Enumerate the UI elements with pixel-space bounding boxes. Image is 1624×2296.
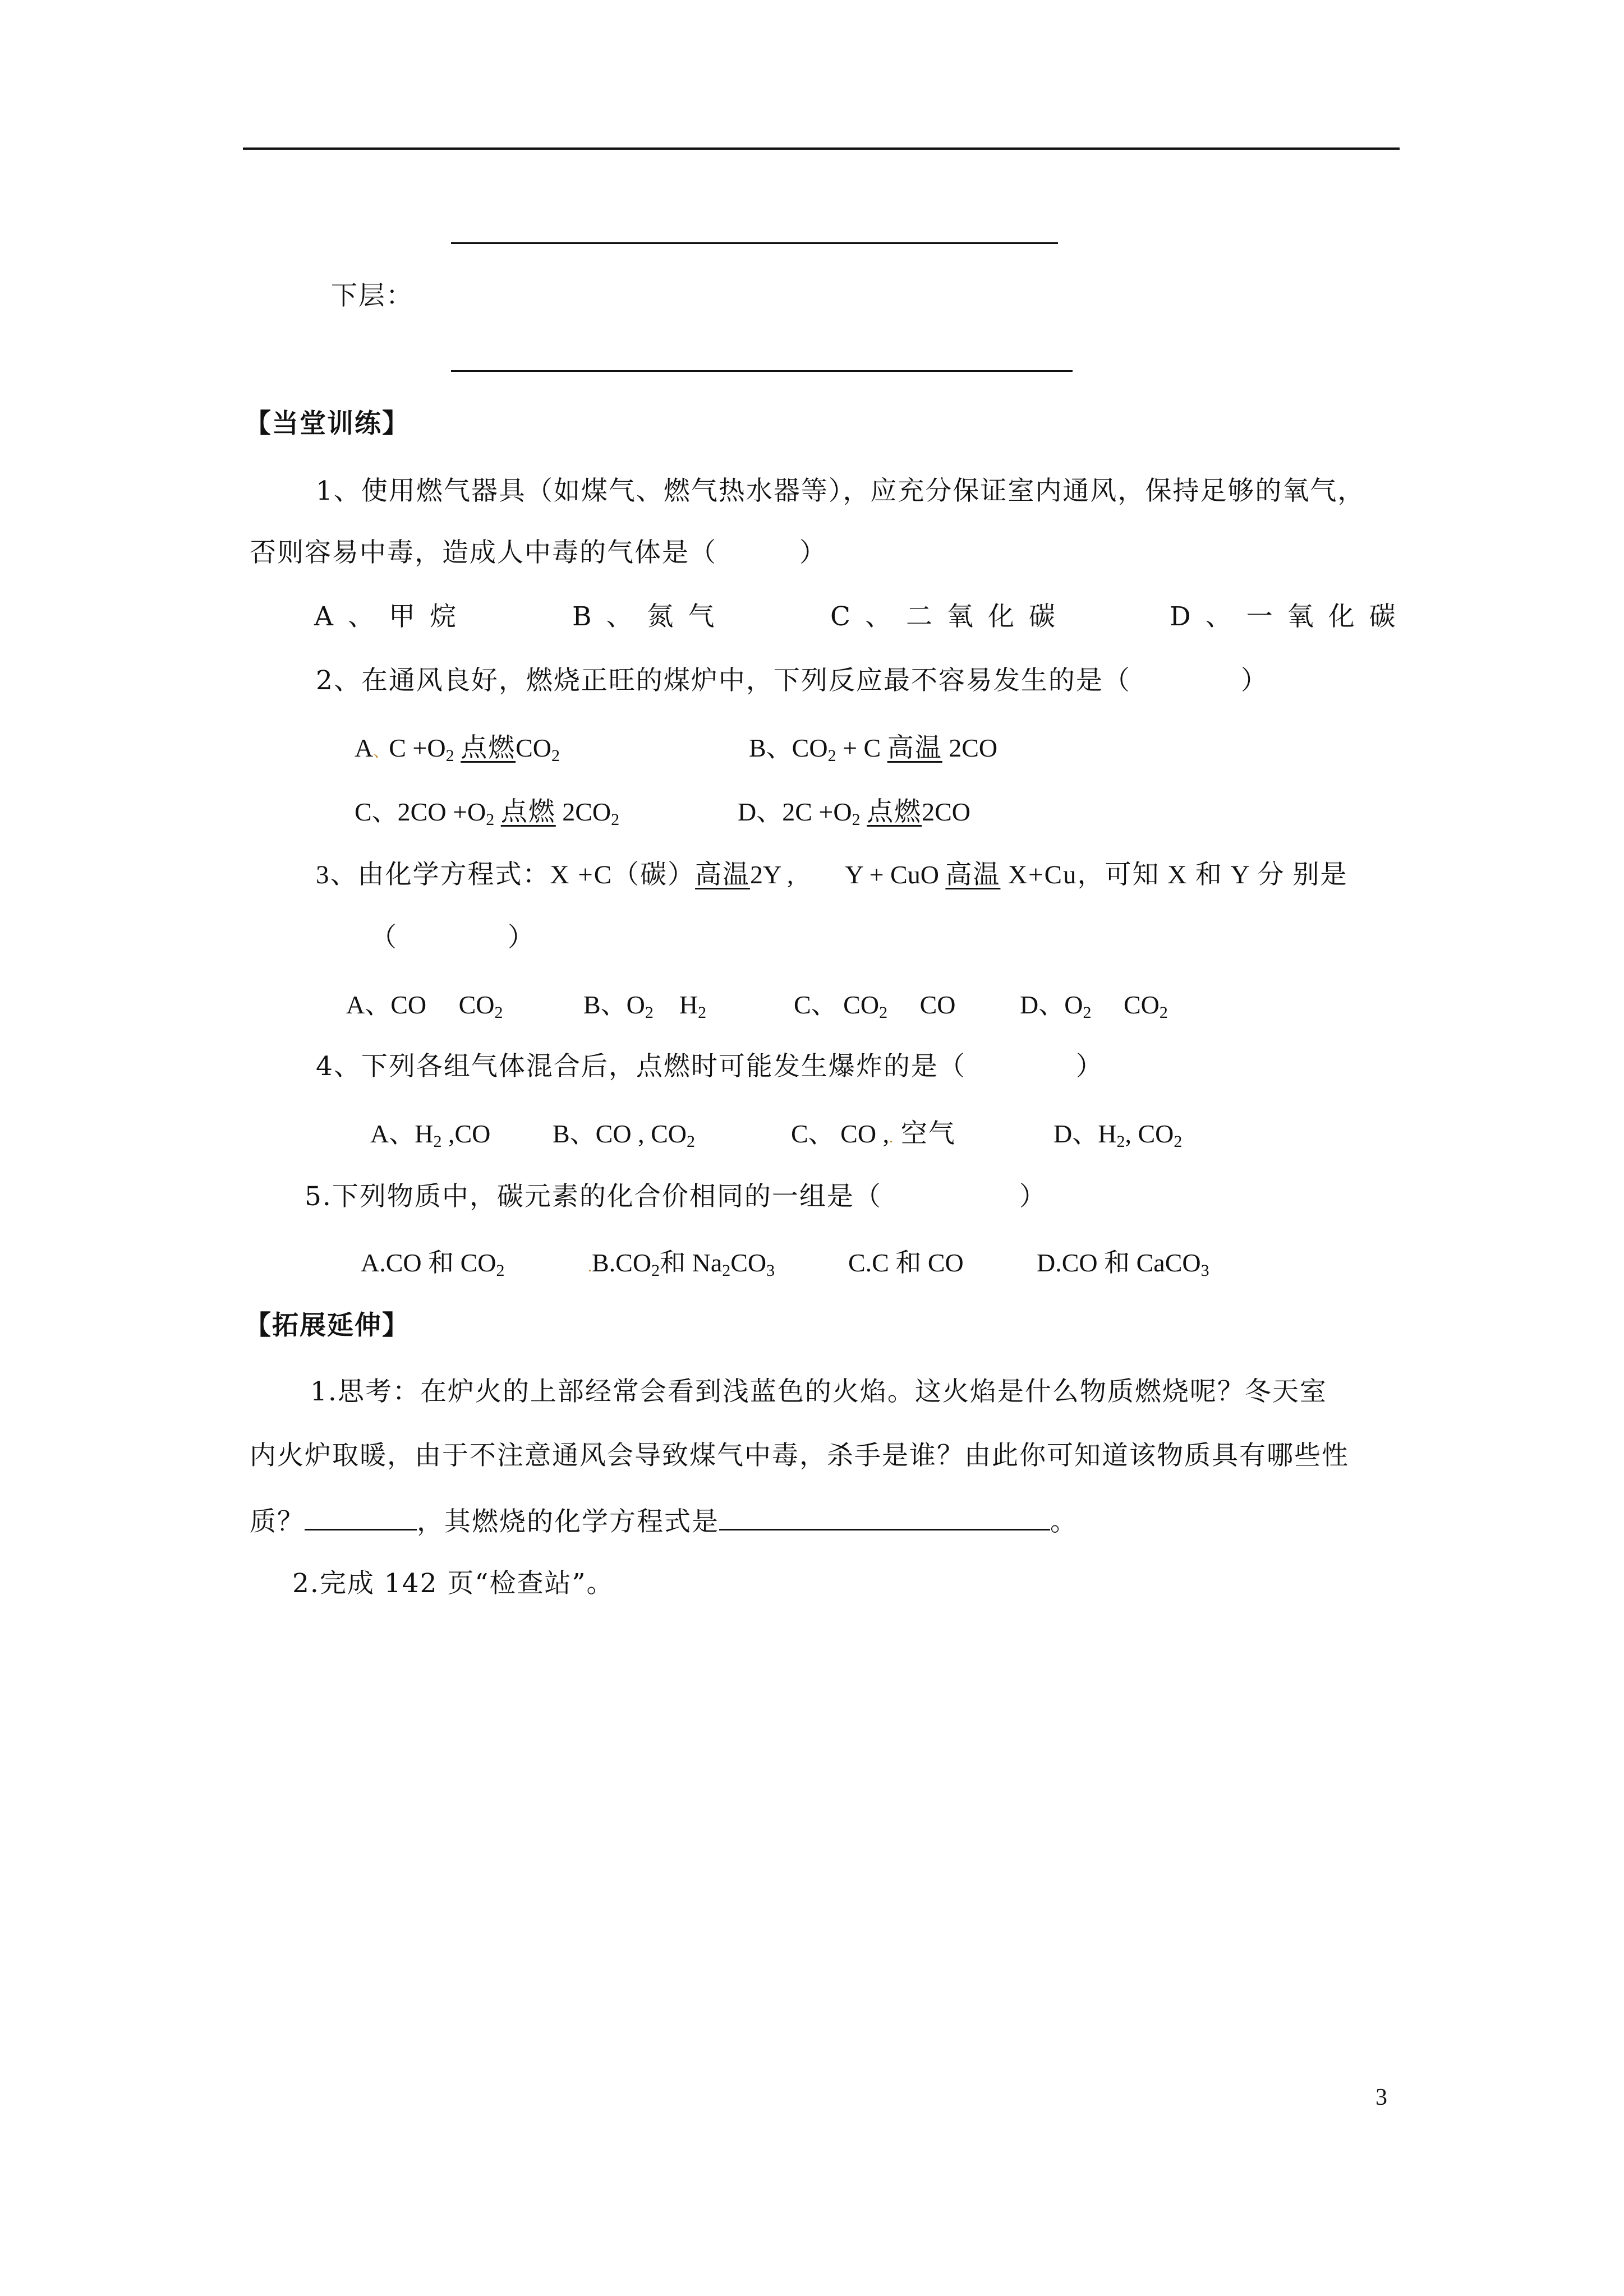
q5-b-text3: CO [730,1248,767,1277]
q4-option-d: D、$H_2$, $CO_2$ [1053,1119,1183,1151]
q1-option-a: A、甲烷 [314,601,471,632]
training-heading: 【当堂训练】 [245,408,410,439]
q2-c-body: C、2CO +O [355,797,486,826]
q5-b-text: B.CO [592,1248,652,1277]
extension-item2: 2.完成 142 页“检查站”。 [292,1568,614,1599]
q3-option-d: D、$O_2$ $CO_2$ [1020,990,1168,1022]
q2-a-body: C +O [389,734,446,762]
extension-item1-line1: 1.思考：在炉火的上部经常会看到浅蓝色的火焰。这火焰是什么物质燃烧呢？冬天室 [310,1376,1327,1407]
q4-option-b: B、CO , $CO_2$ [553,1119,695,1151]
q2-a-mark: 、 [373,743,389,760]
q1-line2: 否则容易中毒，造成人中毒的气体是（ ） [250,537,827,568]
q2-b-condition: 高温 [887,734,942,763]
q2-option-d: D、$2C +O_2$ 点燃2CO [738,797,970,829]
q3-b-text: B、O [583,990,645,1019]
q1-line1: 1、使用燃气器具（如煤气、燃气热水器等），应充分保证室内通风，保持足够的氧气， [316,476,1365,506]
ext-line3-end: 。 [1050,1506,1078,1537]
q4-c-text2: 空气 [893,1119,956,1149]
q4-option-c [791,1117,956,1155]
q3-part1: 3、由化学方程式：X +C（碳） [316,860,696,889]
q5-d-text: D.CO 和 CaCO [1037,1248,1201,1277]
answer-blank-properties[interactable] [305,1503,417,1530]
q2-a-prefix: A [355,734,374,762]
q3-option-a: A、CO $CO_2$ [346,990,503,1022]
q5-option-c [848,1246,964,1280]
q2-option-c: C、$2CO +O_2$ 点燃 $2CO_2$ [355,797,620,829]
q5-stem: 5.下列物质中，碳元素的化合价相同的一组是（ ） [305,1181,1047,1212]
q5-b-text2: 和 Na [660,1248,723,1277]
q1-option-b: B、氮气 [572,601,729,632]
answer-line-lower [451,370,1073,372]
q2-d-body: D、2C +O [738,797,852,826]
q4-b-text: B、CO , CO [553,1119,687,1148]
q5-b-mark: . [588,1258,592,1275]
answer-blank-equation[interactable] [719,1503,1050,1530]
extension-heading: 【拓展延伸】 [245,1310,410,1341]
q3-c-text: C、 CO [794,990,880,1019]
q4-d-text2: , CO [1125,1119,1174,1148]
q3-option-b: B、$O_2$ $H_2$ [583,990,707,1022]
header-rule [243,147,1400,150]
q2-option-b: B、$CO_2 + C$ 高温 2CO [749,734,998,765]
q3-condition-1: 高温 [695,860,751,889]
q2-c-condition: 点燃 [500,797,556,827]
extension-item1-line2: 内火炉取暖，由于不注意通风会导致煤气中毒，杀手是谁？由此你可知道该物质具有哪些性 [250,1440,1349,1471]
q3-part2: 2Y , Y + CuO [750,860,946,889]
q1-option-c: C、二氧化碳 [830,601,1070,632]
q3-a-text: A、CO CO [346,990,495,1019]
q2-b-product: 2CO [942,734,998,762]
q5-option-a: A.CO 和 $CO_2$ [361,1248,505,1280]
ext-line3-mid: ，其燃烧的化学方程式是 [417,1506,719,1537]
q2-option-a: A、$C +O_2$ 点燃$CO_2$ [355,734,560,765]
q2-d-product: 2CO [922,797,970,826]
extension-item1-line3 [250,1503,1078,1539]
q5-option-d: D.CO 和 CaCO$_3$ [1037,1248,1209,1280]
q2-a-condition: 点燃 [461,734,516,763]
q2-stem: 2、在通风良好，燃烧正旺的煤炉中，下列反应最不容易发生的是（ ） [316,665,1268,696]
q3-d-text: D、O [1020,990,1083,1019]
ext-line3-start: 质？ [250,1506,305,1537]
q2-c-product: 2CO [555,797,611,826]
q5-a-text: A.CO 和 CO [361,1248,496,1277]
q4-c-mark: . [889,1129,894,1146]
q2-a-product: CO [516,734,551,762]
q4-d-text: D、H [1053,1119,1117,1148]
page-number: 3 [1375,2085,1387,2110]
q3-bracket: （ ） [370,922,535,953]
q4-stem: 4、下列各组气体混合后，点燃时可能发生爆炸的是（ ） [316,1051,1103,1082]
q3-option-c: C、 $CO_2$ CO [794,990,956,1022]
q5-c-text: C.C 和 CO [848,1248,964,1277]
q4-c-text: C、 CO , [791,1119,890,1148]
q3-b-text2: H [653,990,698,1019]
q3-stem [316,858,1347,892]
q5-option-b: $.B.CO_2$和 $Na_2CO_3$ [588,1248,775,1280]
q3-d-text2: CO [1091,990,1160,1019]
q4-option-a: A、$H_2$ ,CO [370,1119,491,1151]
lower-layer-label: 下层： [331,280,413,311]
q1-option-d: D、一氧化碳 [1170,601,1410,632]
q4-a-text: A、H [370,1119,434,1148]
answer-line-upper [451,242,1058,244]
q2-b-body: B、CO [749,734,828,762]
q3-part3: X+Cu，可知 X 和 Y 分 别是 [1000,860,1348,889]
q2-d-condition: 点燃 [867,797,922,827]
q3-c-text2: CO [887,990,956,1019]
q3-condition-2: 高温 [945,860,1001,889]
q2-b-mid: + C [836,734,881,762]
q4-a-text2: ,CO [441,1119,491,1148]
